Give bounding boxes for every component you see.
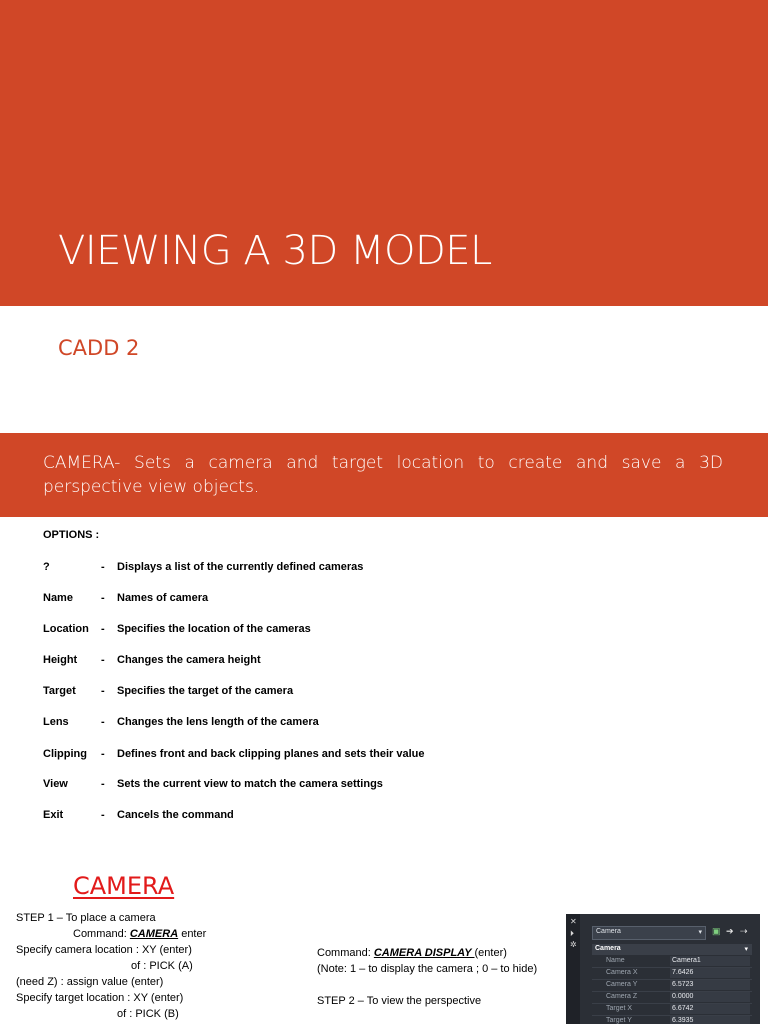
command-prefix: Command:: [73, 928, 130, 940]
option-key: View: [43, 778, 68, 790]
property-value-cell[interactable]: [670, 968, 750, 978]
chevron-down-icon: ▾: [698, 929, 702, 936]
command-name: CAMERA: [129, 928, 179, 940]
step1-line: of : PICK (A): [131, 960, 193, 972]
option-desc: Cancels the command: [117, 809, 234, 821]
property-value-cell[interactable]: [670, 1016, 750, 1024]
quick-select-icon[interactable]: ⇢: [740, 926, 748, 936]
option-dash: -: [101, 716, 105, 728]
option-dash: -: [101, 592, 105, 604]
property-value-cell[interactable]: [670, 992, 750, 1002]
property-value: 6.5723: [672, 981, 694, 988]
option-dash: -: [101, 809, 105, 821]
display-command: [317, 947, 507, 959]
property-label: Camera X: [606, 969, 638, 976]
option-dash: -: [101, 561, 105, 573]
property-label: Camera Y: [606, 981, 638, 988]
property-value: 0.0000: [672, 993, 694, 1000]
option-desc: Displays a list of the currently defined cameras: [117, 561, 364, 573]
auto-hide-icon[interactable]: ⏵: [570, 929, 574, 938]
option-dash: -: [101, 778, 105, 790]
property-label: Name: [606, 957, 625, 964]
toggle-pickadd-icon[interactable]: ▣: [712, 926, 721, 936]
property-row[interactable]: [592, 1016, 752, 1024]
object-type-dropdown[interactable]: [592, 926, 706, 940]
slide-subtitle: CADD 2: [58, 336, 140, 360]
camera-heading: CAMERA: [73, 872, 175, 900]
property-value: 6.6742: [672, 1005, 694, 1012]
option-key: Height: [43, 654, 78, 666]
option-dash: -: [101, 623, 105, 635]
option-key: Name: [43, 592, 73, 604]
option-key: Target: [43, 685, 76, 697]
property-value-cell[interactable]: [670, 980, 750, 990]
option-desc: Names of camera: [117, 592, 209, 604]
property-label: Target Y: [606, 1017, 632, 1024]
property-row[interactable]: [592, 992, 752, 1004]
option-desc: Specifies the location of the cameras: [117, 623, 311, 635]
camera-definition: CAMERA- Sets a camera and target location to create and save a 3D perspective view objects.: [43, 453, 723, 497]
property-row[interactable]: [592, 968, 752, 980]
camera-properties-panel: [566, 914, 760, 1024]
property-value-cell[interactable]: [670, 956, 750, 966]
option-desc: Changes the camera height: [117, 654, 261, 666]
group-label: Camera: [595, 945, 621, 952]
option-desc: Defines front and back clipping planes and sets their value: [117, 748, 425, 760]
step1-line: of : PICK (B): [117, 1008, 179, 1020]
property-value: 6.3935: [672, 1017, 694, 1024]
properties-group-header[interactable]: [592, 944, 752, 955]
step1-title: STEP 1 – To place a camera: [16, 912, 156, 924]
property-row[interactable]: [592, 1004, 752, 1016]
option-dash: -: [101, 654, 105, 666]
close-icon[interactable]: ✕: [570, 917, 577, 926]
options-heading: OPTIONS :: [43, 529, 100, 541]
property-value-cell[interactable]: [670, 1004, 750, 1014]
property-row[interactable]: [592, 980, 752, 992]
option-key: Lens: [43, 716, 69, 728]
property-label: Camera Z: [606, 993, 638, 1000]
display-note: (Note: 1 – to display the camera ; 0 – to hide): [317, 963, 538, 975]
select-objects-icon[interactable]: ➔: [726, 926, 734, 936]
option-desc: Specifies the target of the camera: [117, 685, 294, 697]
option-dash: -: [101, 748, 105, 760]
option-key: Clipping: [43, 748, 87, 760]
option-dash: -: [101, 685, 105, 697]
step1-line: (need Z) : assign value (enter): [16, 976, 164, 988]
slide-title: VIEWING A 3D MODEL: [58, 228, 492, 274]
command-suffix: (enter): [474, 947, 507, 959]
property-label: Target X: [606, 1005, 633, 1012]
command-prefix: Command:: [317, 947, 374, 959]
settings-icon[interactable]: ✲: [570, 940, 577, 949]
command-suffix: enter: [178, 928, 207, 940]
option-key: Location: [43, 623, 89, 635]
panel-side-strip: [566, 914, 580, 1024]
collapse-icon: ▾: [744, 946, 748, 953]
property-value: Camera1: [672, 957, 701, 964]
property-row[interactable]: [592, 956, 752, 968]
step2-title: STEP 2 – To view the perspective: [317, 995, 482, 1007]
step1-line: Specify target location : XY (enter): [16, 992, 184, 1004]
option-key: Exit: [43, 809, 64, 821]
property-value: 7.6426: [672, 969, 694, 976]
dropdown-value: Camera: [596, 928, 621, 935]
command-name: CAMERA DISPLAY: [373, 947, 475, 959]
option-key: ?: [43, 561, 50, 573]
step1-command: [73, 928, 206, 940]
option-desc: Changes the lens length of the camera: [117, 716, 319, 728]
step1-line: Specify camera location : XY (enter): [16, 944, 192, 956]
option-desc: Sets the current view to match the camera settings: [117, 778, 383, 790]
